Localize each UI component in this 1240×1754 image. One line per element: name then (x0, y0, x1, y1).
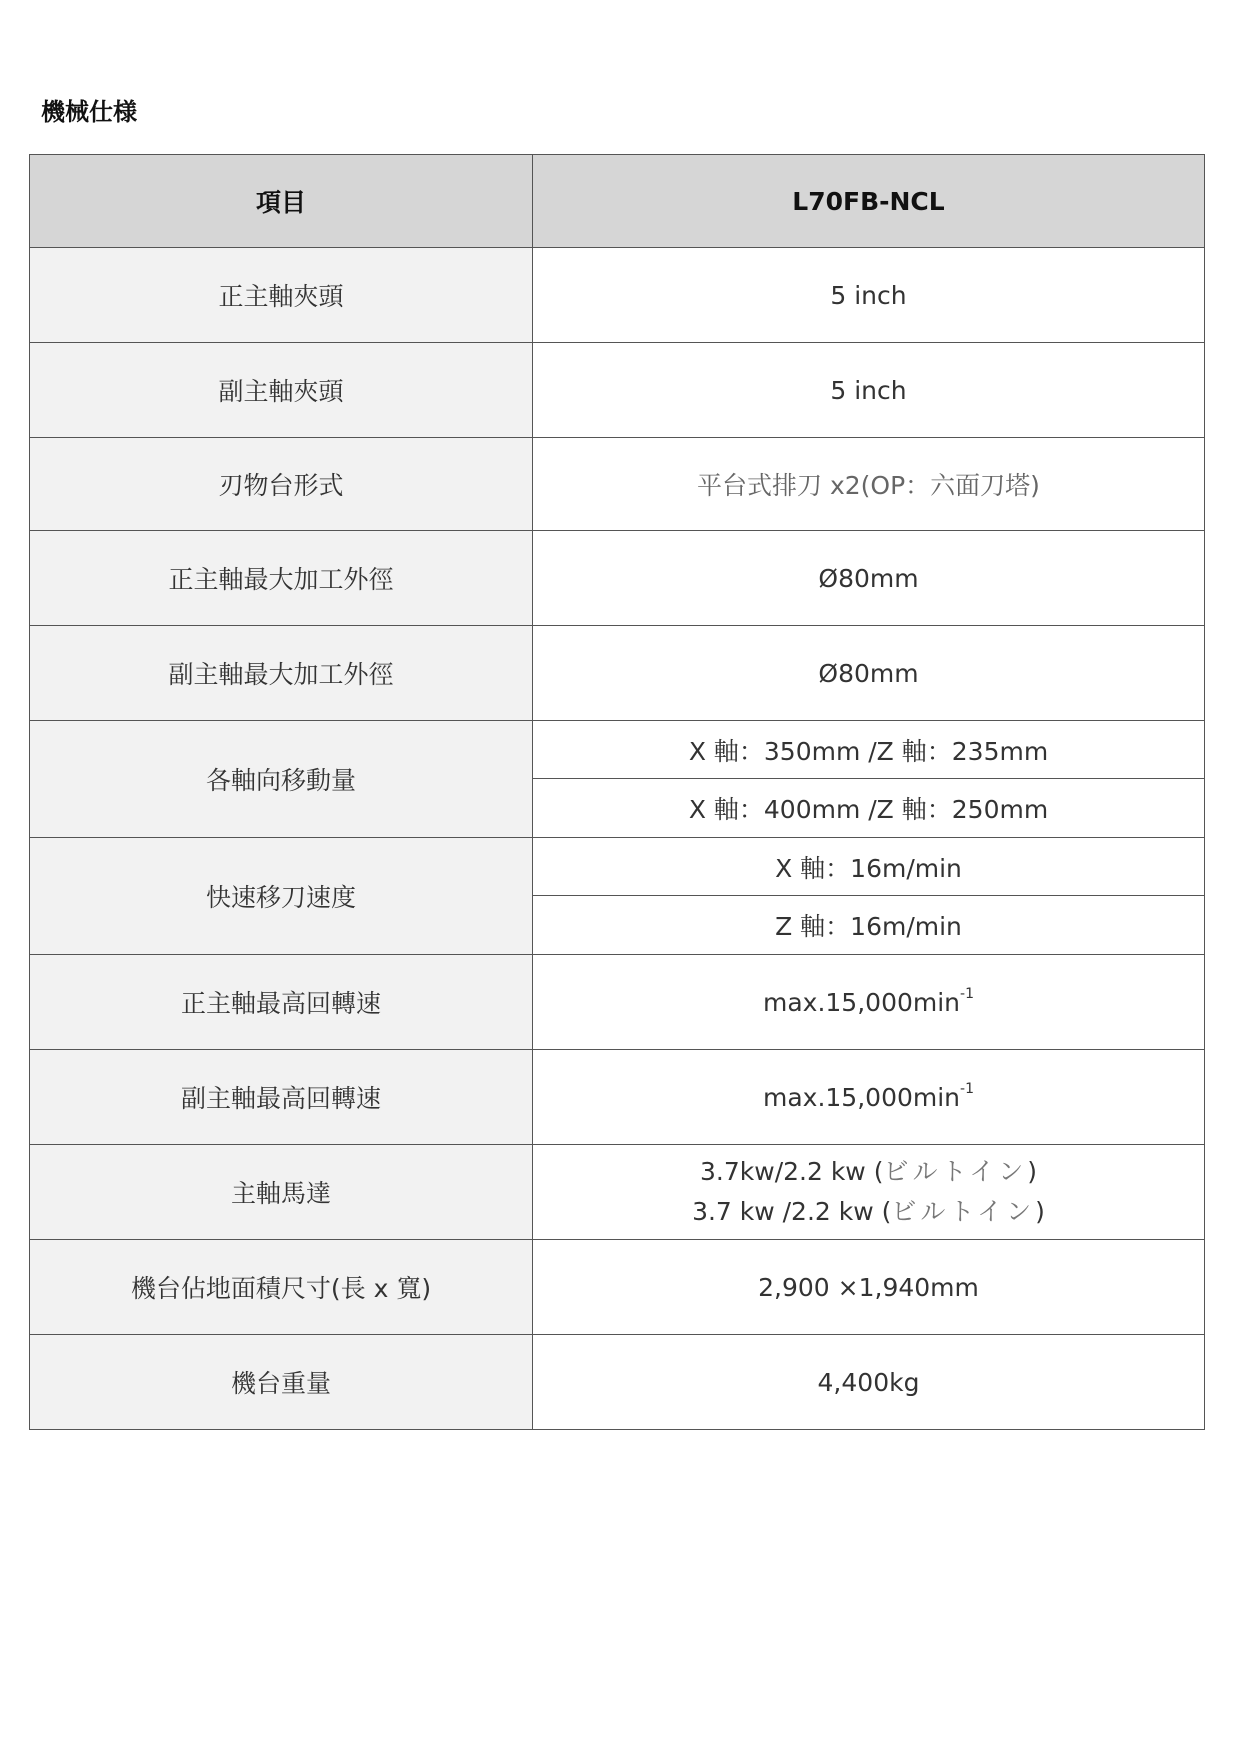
table-row (30, 248, 1205, 343)
row-value: X 軸：400mm /Z 軸：250mm (533, 779, 1205, 838)
row-value: Z 軸：16m/min (533, 896, 1205, 955)
row-label: 各軸向移動量 (30, 721, 533, 838)
spec-table (29, 154, 1205, 1430)
table-row (30, 721, 1205, 779)
row-value: 5 inch (533, 343, 1205, 438)
table-row (30, 438, 1205, 531)
page-title: 機械仕様 (41, 98, 137, 126)
table-row (30, 626, 1205, 721)
row-label: 正主軸最大加工外徑 (30, 531, 533, 626)
row-label: 副主軸夾頭 (30, 343, 533, 438)
row-value: 4,400kg (533, 1335, 1205, 1430)
table-header-row (30, 155, 1205, 248)
value-text: max.15,000min (762, 987, 961, 1017)
row-label: 刃物台形式 (30, 438, 533, 531)
value-text: max.15,000min (762, 1082, 961, 1112)
row-label: 副主軸最大加工外徑 (30, 626, 533, 721)
row-label: 快速移刀速度 (30, 838, 533, 955)
row-label: 正主軸最高回轉速 (30, 955, 533, 1050)
table-row (30, 1145, 1205, 1240)
row-value: Ø80mm (533, 531, 1205, 626)
motor-line-2: 3.7 kw /2.2 kw (ビルトイン) (692, 1197, 1045, 1226)
row-value (533, 1050, 1205, 1145)
table-row (30, 955, 1205, 1050)
row-value: X 軸：350mm /Z 軸：235mm (533, 721, 1205, 779)
table-row (30, 1050, 1205, 1145)
row-value: 平台式排刀 x2(OP：六面刀塔) (533, 438, 1205, 531)
table-row (30, 1240, 1205, 1335)
header-model: L70FB-NCL (533, 155, 1205, 248)
value-exponent: -1 (960, 985, 974, 1002)
table-row (30, 531, 1205, 626)
row-value (533, 1145, 1205, 1240)
row-label: 主軸馬達 (30, 1145, 533, 1240)
row-value: X 軸：16m/min (533, 838, 1205, 896)
value-exponent: -1 (960, 1080, 974, 1097)
row-value: 5 inch (533, 248, 1205, 343)
row-label: 機台重量 (30, 1335, 533, 1430)
table-row (30, 343, 1205, 438)
table-row (30, 1335, 1205, 1430)
row-value: 2,900 ×1,940mm (533, 1240, 1205, 1335)
row-label: 副主軸最高回轉速 (30, 1050, 533, 1145)
row-label: 機台佔地面積尺寸(長 x 寬) (30, 1240, 533, 1335)
row-label: 正主軸夾頭 (30, 248, 533, 343)
row-value: Ø80mm (533, 626, 1205, 721)
motor-line-1: 3.7kw/2.2 kw (ビルトイン) (700, 1157, 1037, 1186)
header-item: 項目 (30, 155, 533, 248)
table-row (30, 838, 1205, 896)
row-value (533, 955, 1205, 1050)
